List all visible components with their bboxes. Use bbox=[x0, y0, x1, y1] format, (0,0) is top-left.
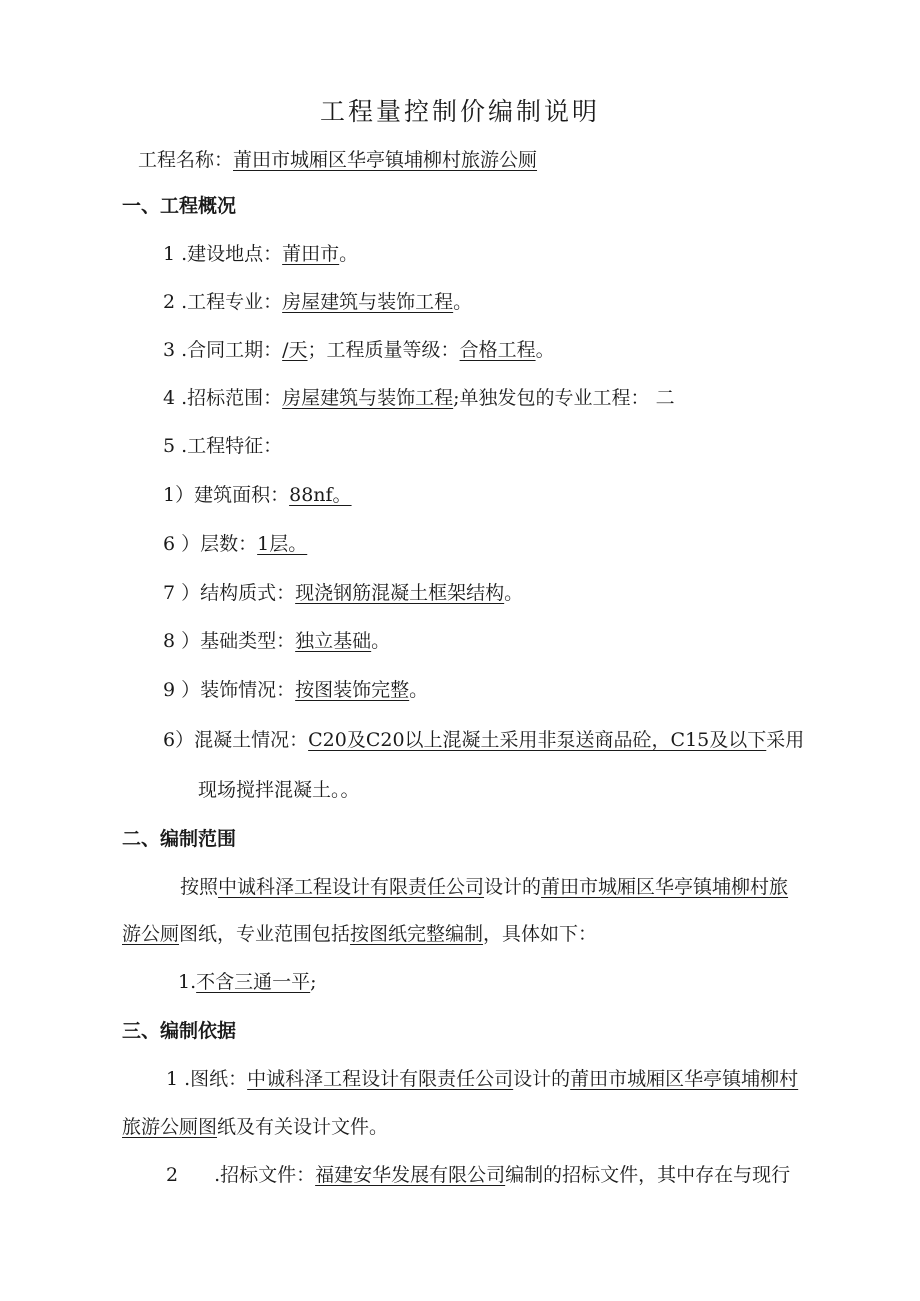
overview-item-duration: 3 .合同工期：/天；工程质量等级：合格工程。 bbox=[163, 339, 555, 361]
feature-foundation: 8 ）基础类型：独立基础。 bbox=[163, 630, 391, 652]
overview-item-location: 1 .建设地点：莆田市。 bbox=[163, 243, 359, 265]
feature-concrete-continued: 现场搅拌混凝土。。 bbox=[198, 779, 360, 801]
project-name-line bbox=[138, 146, 537, 174]
section-heading-scope: 二、编制范围 bbox=[122, 828, 237, 850]
feature-structure: 7 ）结构质式：现浇钢筋混凝土框架结构。 bbox=[163, 582, 524, 604]
section-heading-overview: 一、工程概况 bbox=[122, 195, 237, 217]
project-name-value: 莆田市城厢区华亭镇埔柳村旅游公厕 bbox=[233, 149, 538, 171]
basis-item-drawings-continued: 旅游公厕图纸及有关设计文件。 bbox=[122, 1116, 389, 1138]
basis-item-tender: 2 .招标文件：福建安华发展有限公司编制的招标文件，其中存在与现行 bbox=[166, 1164, 791, 1186]
overview-item-discipline: 2 .工程专业：房屋建筑与装饰工程。 bbox=[163, 291, 473, 313]
page-title: 工程量控制价编制说明 bbox=[319, 97, 600, 126]
scope-paragraph-line2: 游公厕图纸，专业范围包括按图纸完整编制，具体如下： bbox=[122, 923, 598, 945]
scope-paragraph-line1: 按照中诚科泽工程设计有限责任公司设计的莆田市城厢区华亭镇埔柳村旅 bbox=[180, 876, 789, 898]
feature-area: 1）建筑面积：88nf。 bbox=[163, 484, 352, 506]
project-name-label: 工程名称： bbox=[138, 149, 234, 171]
basis-item-drawings: 1 .图纸：中诚科泽工程设计有限责任公司设计的莆田市城厢区华亭镇埔柳村 bbox=[166, 1068, 799, 1090]
section-heading-basis: 三、编制依据 bbox=[122, 1020, 237, 1042]
feature-floors: 6 ）层数：1层。 bbox=[163, 533, 308, 555]
overview-item-features: 5 .工程特征： bbox=[163, 435, 283, 457]
feature-concrete: 6）混凝土情况：C20及C20以上混凝土采用非泵送商品砼，C15及以下采用 bbox=[163, 729, 805, 751]
scope-item: 1.不含三通一平; bbox=[178, 971, 317, 993]
feature-decoration: 9 ）装饰情况：按图装饰完整。 bbox=[163, 679, 429, 701]
overview-item-scope: 4 .招标范围：房屋建筑与装饰工程;单独发包的专业工程： 二 bbox=[163, 387, 675, 409]
